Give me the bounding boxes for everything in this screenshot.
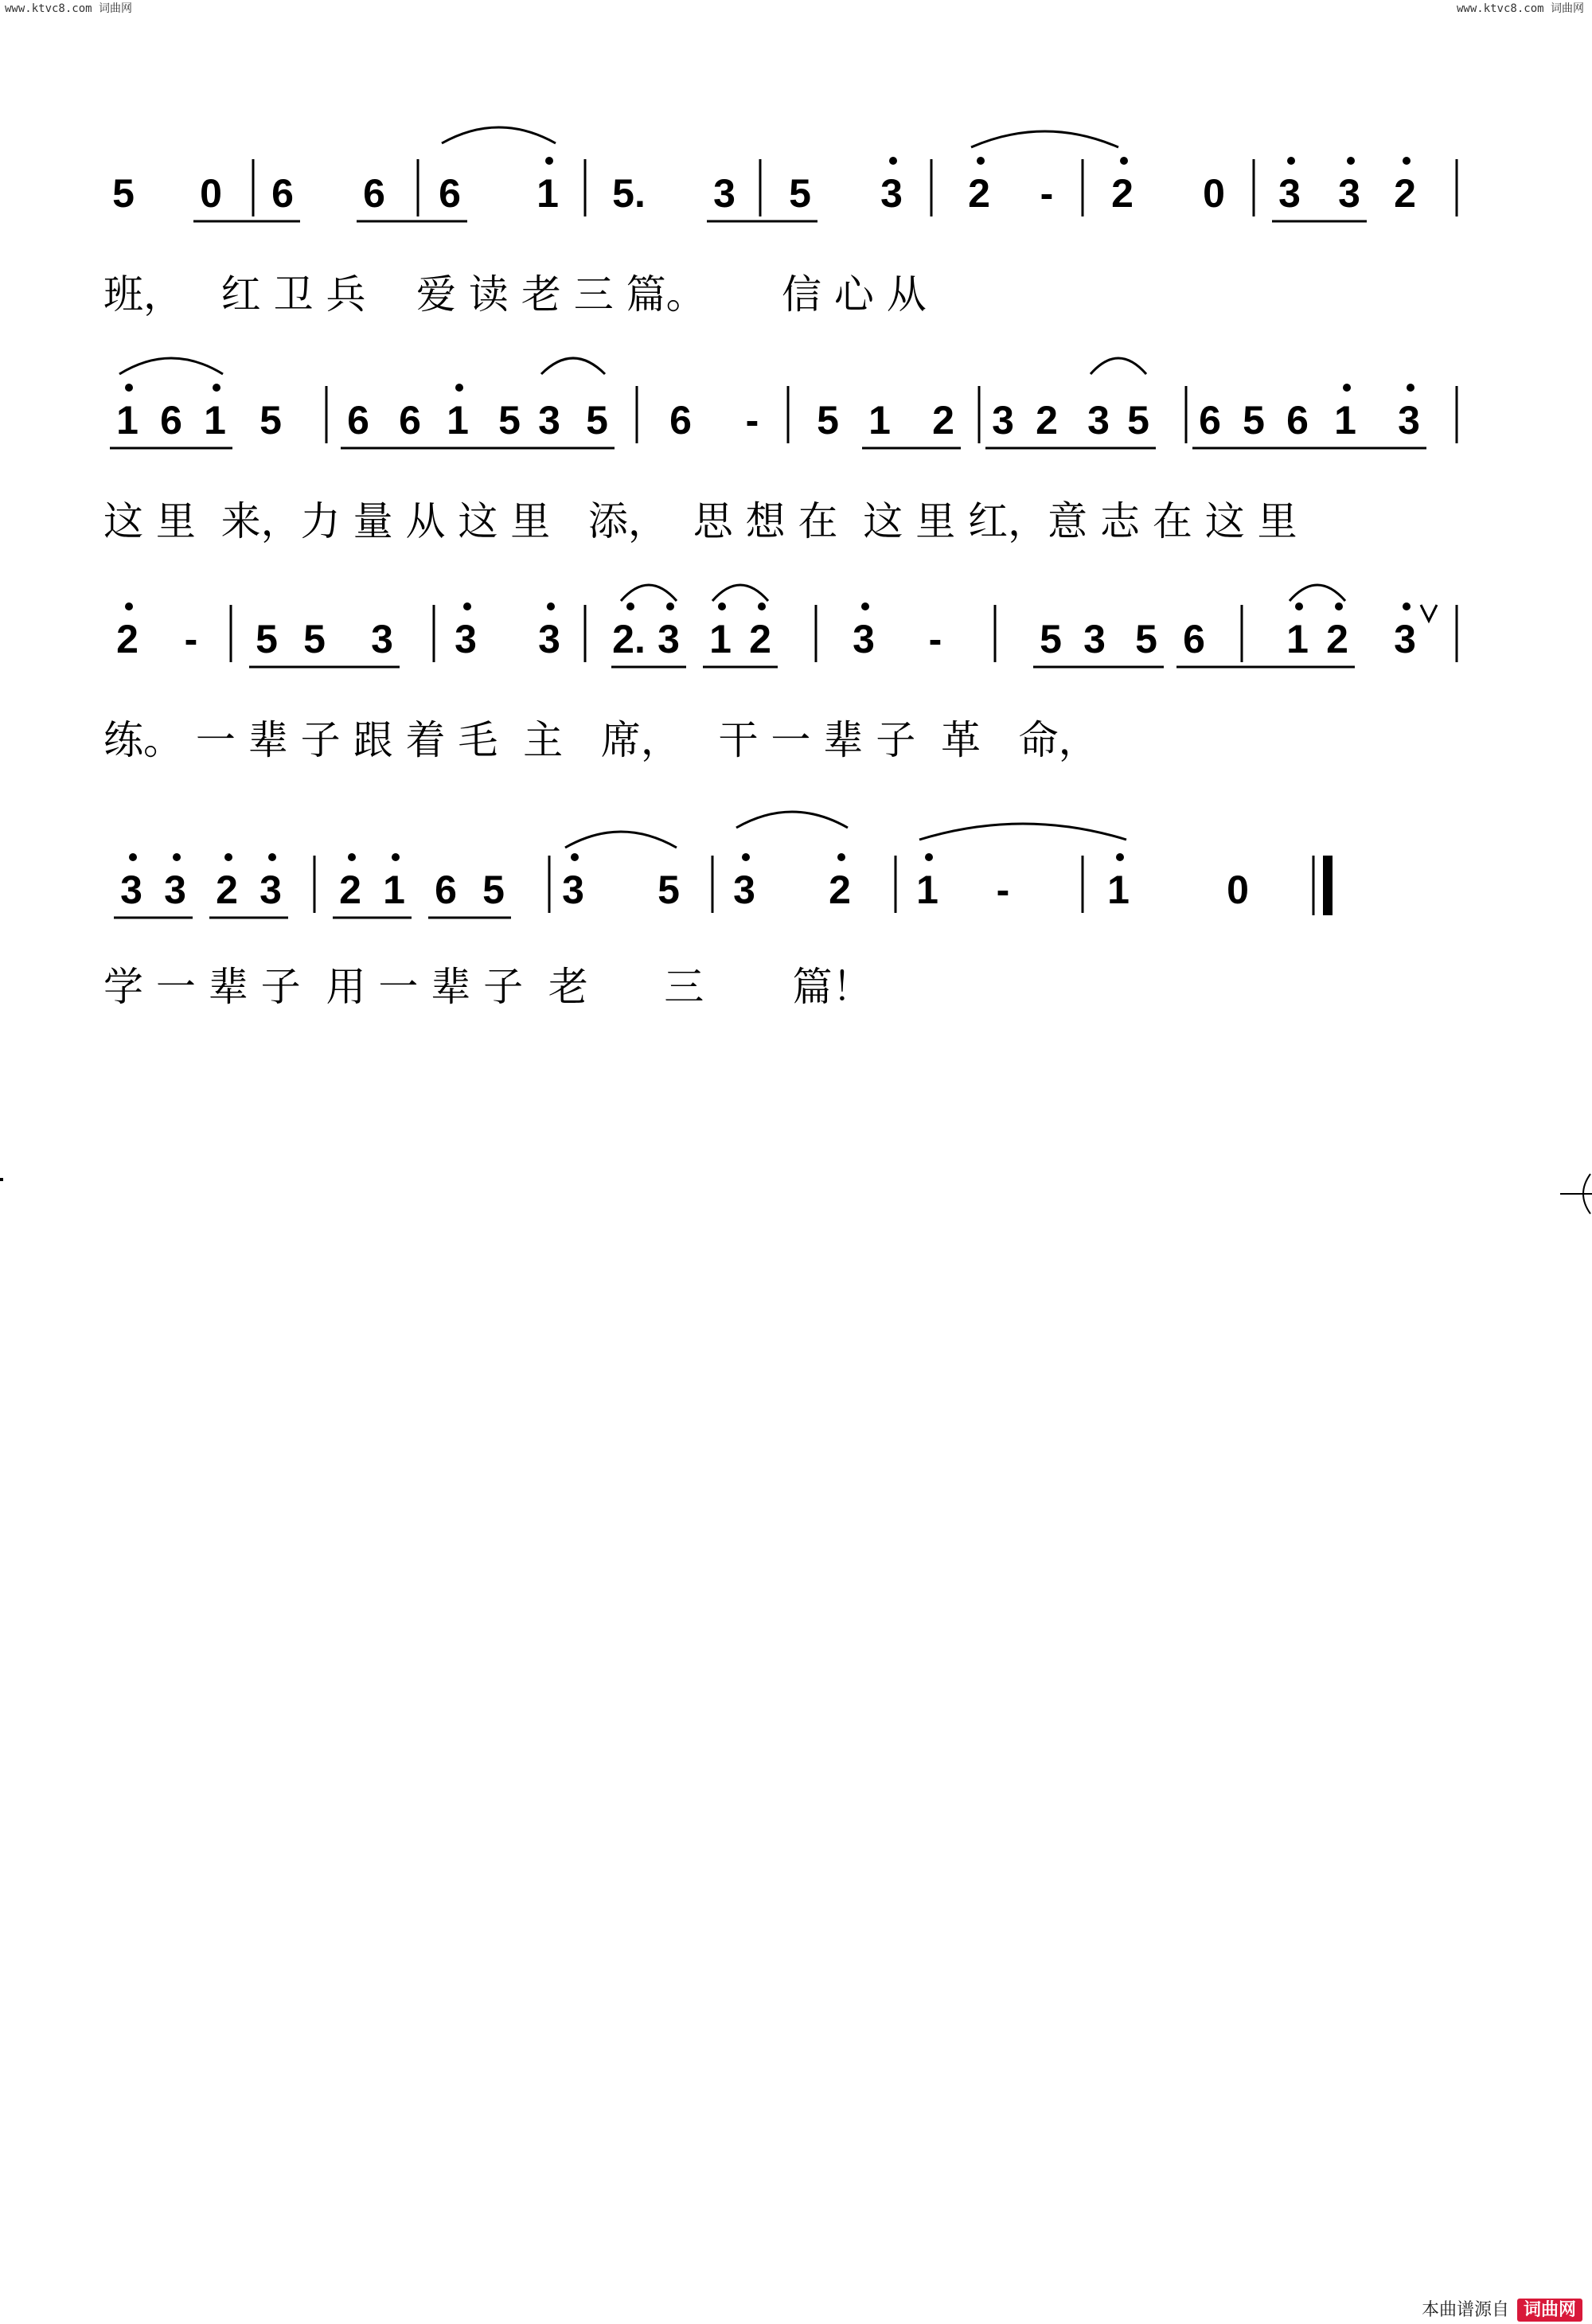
high-octave-dot xyxy=(1287,157,1295,165)
high-octave-dot xyxy=(666,602,674,610)
note: 6 xyxy=(1286,398,1309,443)
note: 5 xyxy=(657,868,680,912)
note: 5 xyxy=(1040,617,1062,661)
slur xyxy=(1091,358,1146,374)
high-octave-dot xyxy=(1407,384,1414,392)
note: 1 xyxy=(447,398,469,443)
high-octave-dot xyxy=(1120,157,1128,165)
slur xyxy=(919,824,1126,840)
note: 1 xyxy=(868,398,891,443)
high-octave-dot xyxy=(224,853,232,861)
note: 3 xyxy=(1394,617,1416,661)
breath-mark xyxy=(1421,605,1437,621)
note: 2 xyxy=(216,868,238,912)
slur xyxy=(119,358,223,374)
note: - xyxy=(996,868,1010,912)
note: 6 xyxy=(271,171,294,216)
note: 2 xyxy=(968,171,990,216)
note: 2. xyxy=(612,617,646,661)
high-octave-dot xyxy=(758,602,766,610)
high-octave-dot xyxy=(348,853,356,861)
note: 5 xyxy=(789,171,811,216)
slur xyxy=(621,585,677,601)
note: 5 xyxy=(303,617,326,661)
note: 1 xyxy=(1107,868,1130,912)
note: 0 xyxy=(200,171,222,216)
note: 1 xyxy=(537,171,559,216)
note: 0 xyxy=(1227,868,1249,912)
note: 3 xyxy=(538,617,560,661)
note: 6 xyxy=(1183,617,1205,661)
note: 3 xyxy=(1083,617,1106,661)
note: 5 xyxy=(817,398,839,443)
note: 3 xyxy=(880,171,903,216)
high-octave-dot xyxy=(268,853,276,861)
note: 3 xyxy=(164,868,186,912)
high-octave-dot xyxy=(213,384,220,392)
slur xyxy=(442,127,556,143)
high-octave-dot xyxy=(392,853,400,861)
note: 3 xyxy=(657,617,680,661)
high-octave-dot xyxy=(861,602,869,610)
note: - xyxy=(928,617,942,661)
note: 5 xyxy=(256,617,278,661)
note: 1 xyxy=(709,617,732,661)
high-octave-dot xyxy=(977,157,985,165)
watermark-right: www.ktvc8.com 词曲网 xyxy=(1456,2,1584,15)
high-octave-dot xyxy=(1116,853,1124,861)
note: 3 xyxy=(1087,398,1110,443)
note: 3 xyxy=(1338,171,1360,216)
note: 2 xyxy=(1111,171,1134,216)
note: 3 xyxy=(371,617,393,661)
note: 3 xyxy=(538,398,560,443)
high-octave-dot xyxy=(129,853,137,861)
note: 5 xyxy=(482,868,505,912)
high-octave-dot xyxy=(742,853,750,861)
high-octave-dot xyxy=(545,157,553,165)
note: 3 xyxy=(713,171,736,216)
note: 3 xyxy=(733,868,755,912)
note: 3 xyxy=(455,617,477,661)
high-octave-dot xyxy=(889,157,897,165)
note: 5 xyxy=(112,171,135,216)
note: 2 xyxy=(1394,171,1416,216)
slur xyxy=(736,812,848,828)
footer-source-text: 本曲谱源自 xyxy=(1421,2300,1509,2320)
note: 6 xyxy=(669,398,692,443)
note: 5 xyxy=(498,398,521,443)
note: 6 xyxy=(347,398,369,443)
slur xyxy=(712,585,768,601)
note: 2 xyxy=(932,398,954,443)
note: 5 xyxy=(1243,398,1265,443)
high-octave-dot xyxy=(837,853,845,861)
note: 2 xyxy=(1036,398,1058,443)
note: 1 xyxy=(116,398,139,443)
note: 5 xyxy=(1127,398,1149,443)
high-octave-dot xyxy=(1335,602,1343,610)
note: 3 xyxy=(1278,171,1301,216)
note: 6 xyxy=(160,398,182,443)
note: 3 xyxy=(562,868,584,912)
footer-brand-badge: 词曲网 xyxy=(1517,2299,1582,2322)
high-octave-dot xyxy=(1403,157,1411,165)
note: 2 xyxy=(339,868,361,912)
final-barline-thick xyxy=(1323,856,1333,915)
note: 3 xyxy=(120,868,142,912)
note: 1 xyxy=(916,868,938,912)
note: 2 xyxy=(749,617,771,661)
slur xyxy=(541,358,605,374)
note: 6 xyxy=(399,398,421,443)
high-octave-dot xyxy=(125,384,133,392)
note: 6 xyxy=(363,171,385,216)
high-octave-dot xyxy=(547,602,555,610)
high-octave-dot xyxy=(173,853,181,861)
high-octave-dot xyxy=(125,602,133,610)
lyric-line-4: 学 一 辈 子 用 一 辈 子 老 三 篇！ xyxy=(103,964,872,1010)
lyric-line-3: 练。 一 辈 子 跟 着 毛 主 席， 干 一 辈 子 革 命， xyxy=(103,717,1098,763)
slur xyxy=(971,131,1118,147)
note: 2 xyxy=(829,868,851,912)
high-octave-dot xyxy=(925,853,933,861)
note: - xyxy=(184,617,198,661)
note: 5 xyxy=(259,398,282,443)
slur xyxy=(1290,585,1345,601)
note: 3 xyxy=(1398,398,1420,443)
registration-mark-left xyxy=(0,1178,3,1181)
high-octave-dot xyxy=(455,384,463,392)
note: 5 xyxy=(1135,617,1157,661)
note: 2 xyxy=(116,617,139,661)
high-octave-dot xyxy=(626,602,634,610)
note: 6 xyxy=(1199,398,1221,443)
note: - xyxy=(1040,171,1054,216)
high-octave-dot xyxy=(718,602,726,610)
high-octave-dot xyxy=(1403,602,1411,610)
note: 6 xyxy=(439,171,461,216)
registration-crosshair-icon xyxy=(1560,1170,1592,1218)
note: 5. xyxy=(612,171,646,216)
high-octave-dot xyxy=(571,853,579,861)
note: 1 xyxy=(383,868,405,912)
note: 3 xyxy=(992,398,1014,443)
high-octave-dot xyxy=(1295,602,1303,610)
lyric-line-1: 班， 红 卫 兵 爱 读 老 三 篇。 信 心 从 xyxy=(103,271,927,318)
watermark-left: www.ktvc8.com 词曲网 xyxy=(5,2,133,15)
high-octave-dot xyxy=(463,602,471,610)
lyric-line-2: 这 里 来，力 量 从 这 里 添， 思 想 在 这 里 红，意 志 在 这 里 xyxy=(103,498,1297,544)
note: 1 xyxy=(1286,617,1309,661)
slur xyxy=(565,832,677,848)
note: - xyxy=(745,398,759,443)
note: 1 xyxy=(1334,398,1356,443)
note: 3 xyxy=(853,617,875,661)
note: 1 xyxy=(204,398,226,443)
note: 0 xyxy=(1203,171,1225,216)
note: 3 xyxy=(259,868,282,912)
footer-source xyxy=(1422,2296,1582,2321)
note: 5 xyxy=(586,398,608,443)
note: 2 xyxy=(1326,617,1348,661)
high-octave-dot xyxy=(1347,157,1355,165)
high-octave-dot xyxy=(1343,384,1351,392)
note: 6 xyxy=(435,868,457,912)
